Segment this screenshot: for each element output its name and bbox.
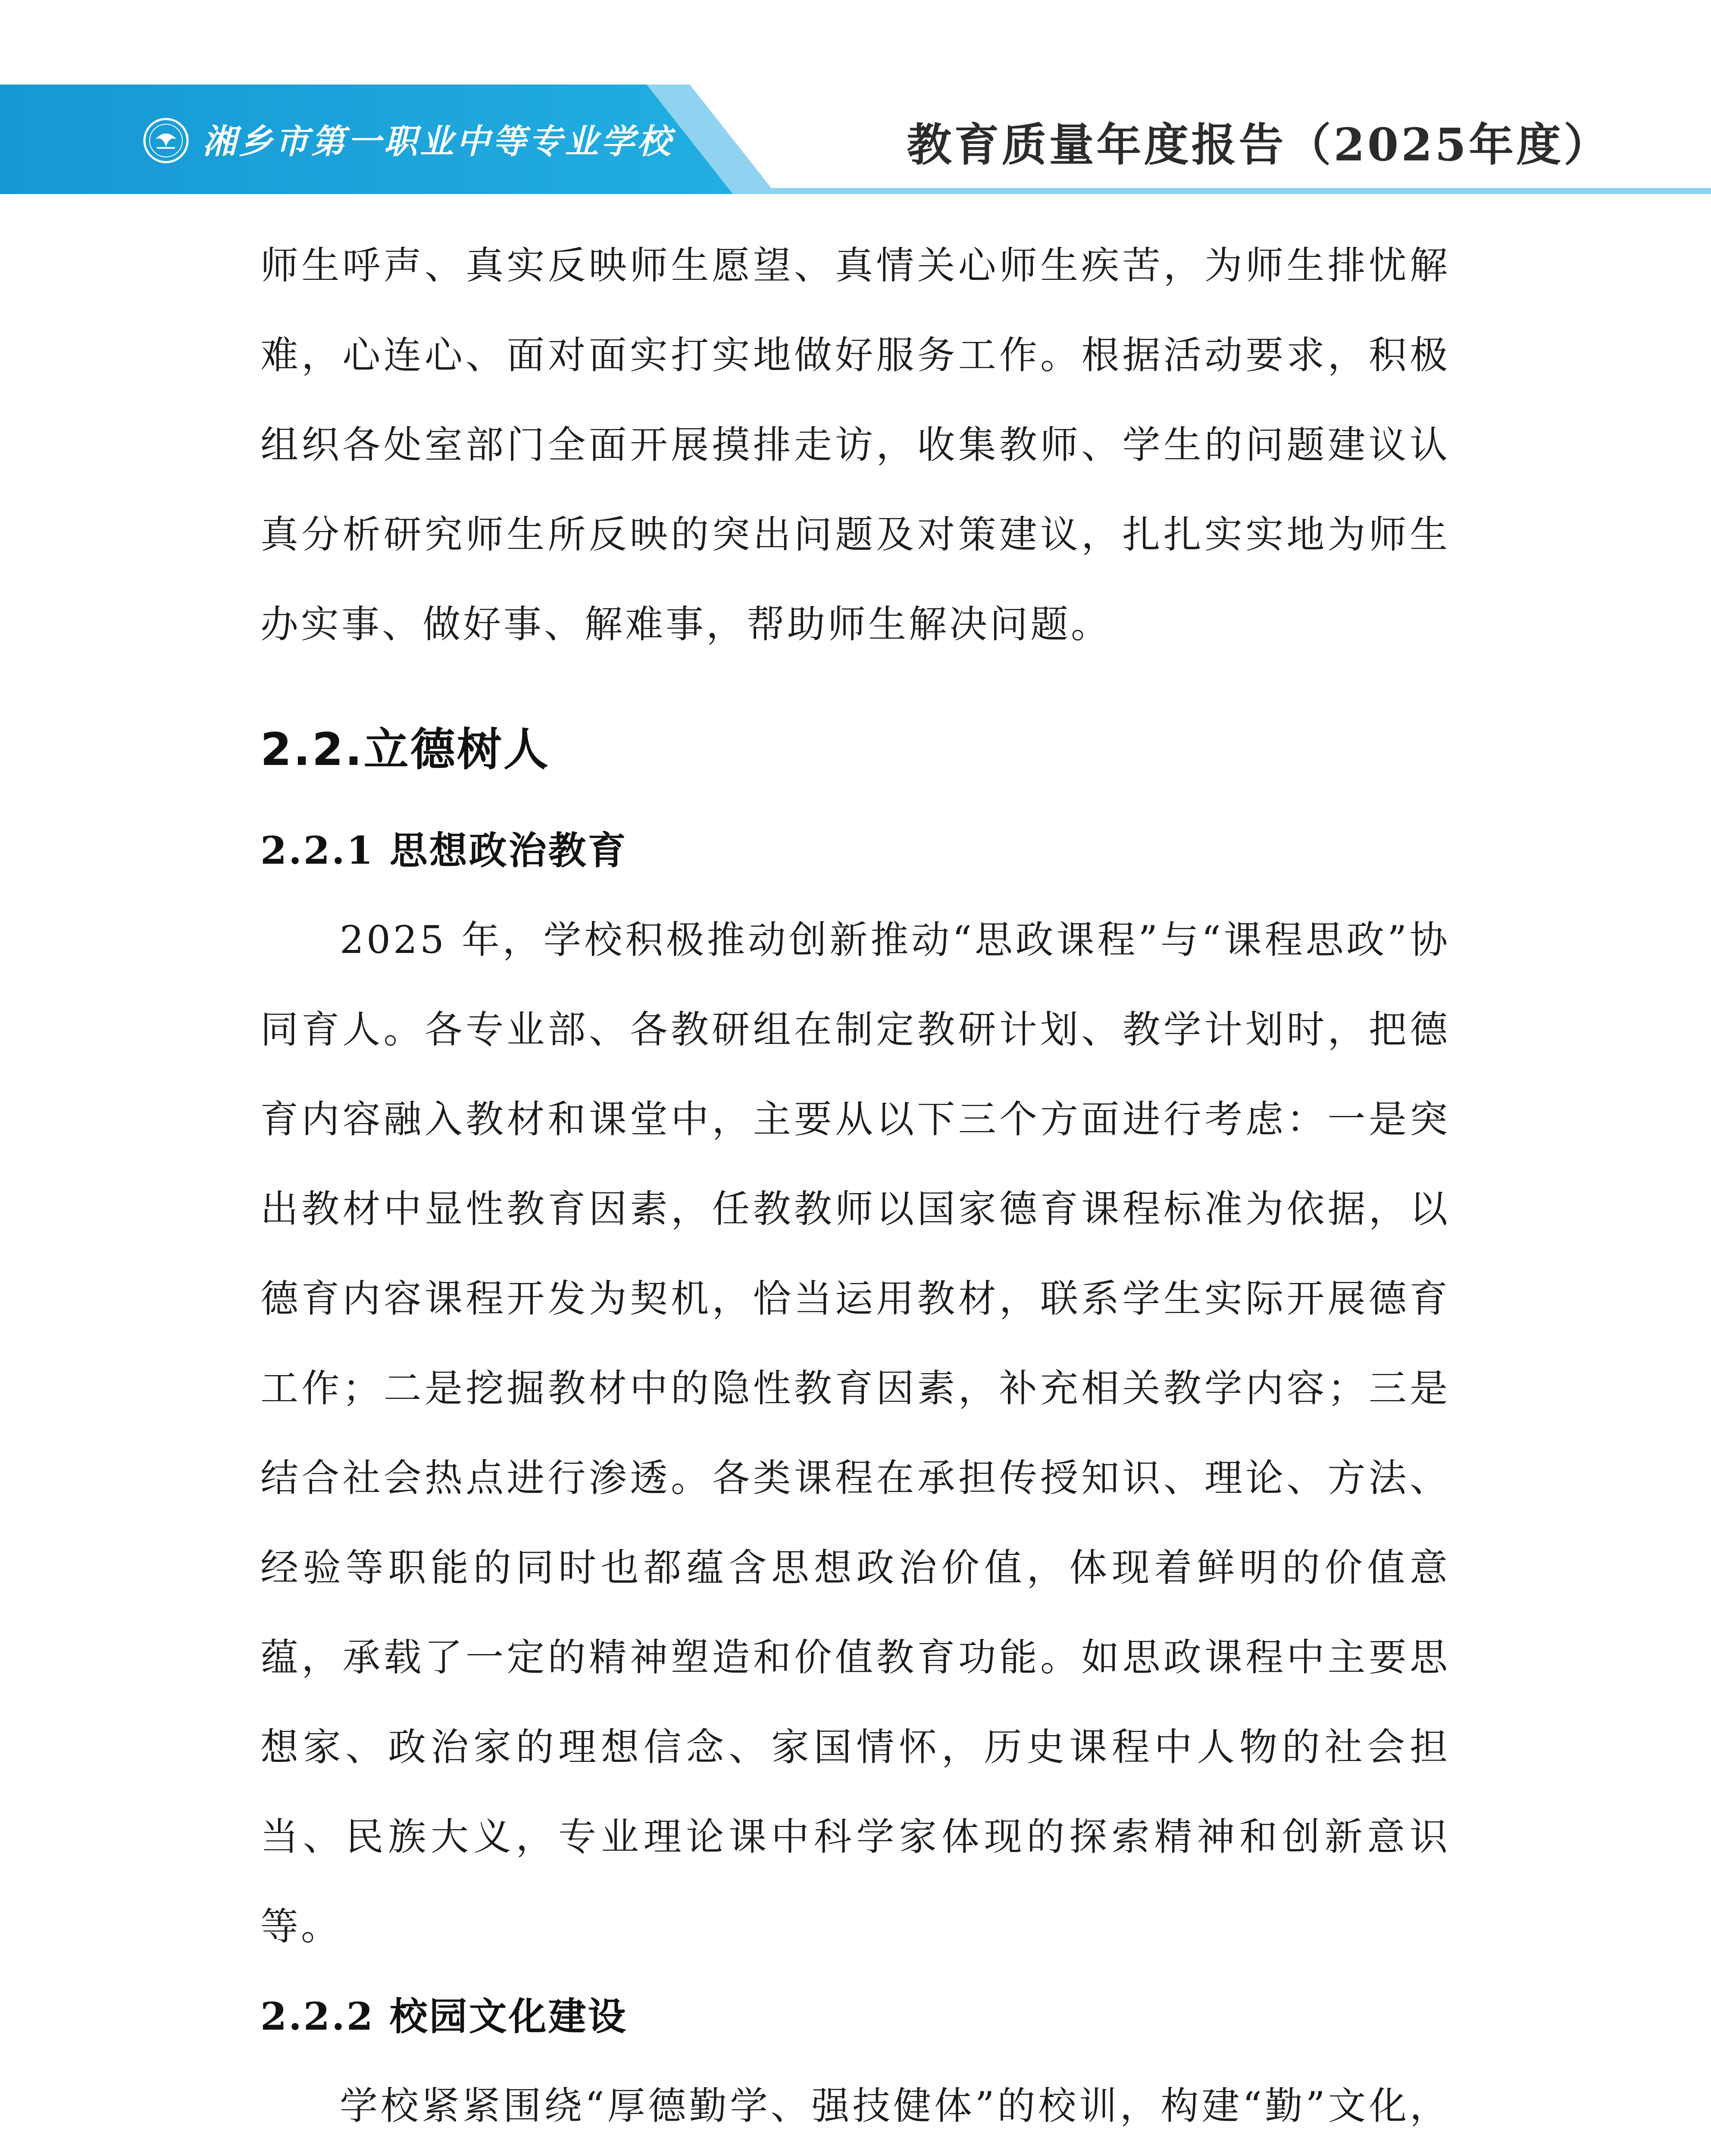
school-emblem-icon — [142, 117, 190, 164]
subsection-heading-2-2-1: 2.2.1 思想政治教育 — [260, 828, 628, 873]
header-rule — [673, 188, 1711, 194]
paragraph-service-work: 师生呼声、真实反映师生愿望、真情关心师生疾苦，为师生排忧解难，心连心、面对面实打实地做好服务工作。根据活动要求，积极组织各处室部门全面开展摸排走访，收集教师、学生的问题建议认真分析研究师生所反映的突出问题及对策建议，扎扎实实地为师生办实事、做好事、解难事，帮助师生解决问题。 — [260, 243, 1450, 646]
report-title: 教育质量年度报告（2025年度） — [907, 118, 1611, 171]
section-heading-2-2: 2.2.立德树人 — [260, 723, 550, 776]
paragraph-ideological-education: 2025 年，学校积极推动创新推动“思政课程”与“课程思政”协同育人。各专业部、各教研组在制定教研计划、教学计划时，把德育内容融入教材和课堂中，主要从以下三个方面进行考虑：一是突出教材中显性教育因素，任教教师以国家德育课程标准为依据，以德育内容课程开发为契机，恰当运用教材，联系学生实际开展德育工作；二是挖掘教材中的隐性教育因素，补充相关教学内容；三是结合社会热点进行渗透。各类课程在承担传授知识、理论、方法、经验等职能的同时也都蕴含思想政治价值，体现着鲜明的价值意蕴，承载了一定的精神塑造和价值教育功能。如思政课程中主要思想家、政治家的理想信念、家国情怀，历史课程中人物的社会担当、民族大义，专业理论课中科学家体现的探索精神和创新意识等。 — [260, 918, 1450, 1949]
school-name: 湘乡市第一职业中等专业学校 — [203, 122, 674, 161]
page-content — [260, 221, 1450, 2156]
subsection-heading-2-2-2: 2.2.2 校园文化建设 — [260, 1994, 628, 2039]
header-banner — [0, 85, 1711, 201]
paragraph-campus-culture: 学校紧紧围绕“厚德勤学、强技健体”的校训，构建“勤”文化， — [340, 2084, 1450, 2128]
